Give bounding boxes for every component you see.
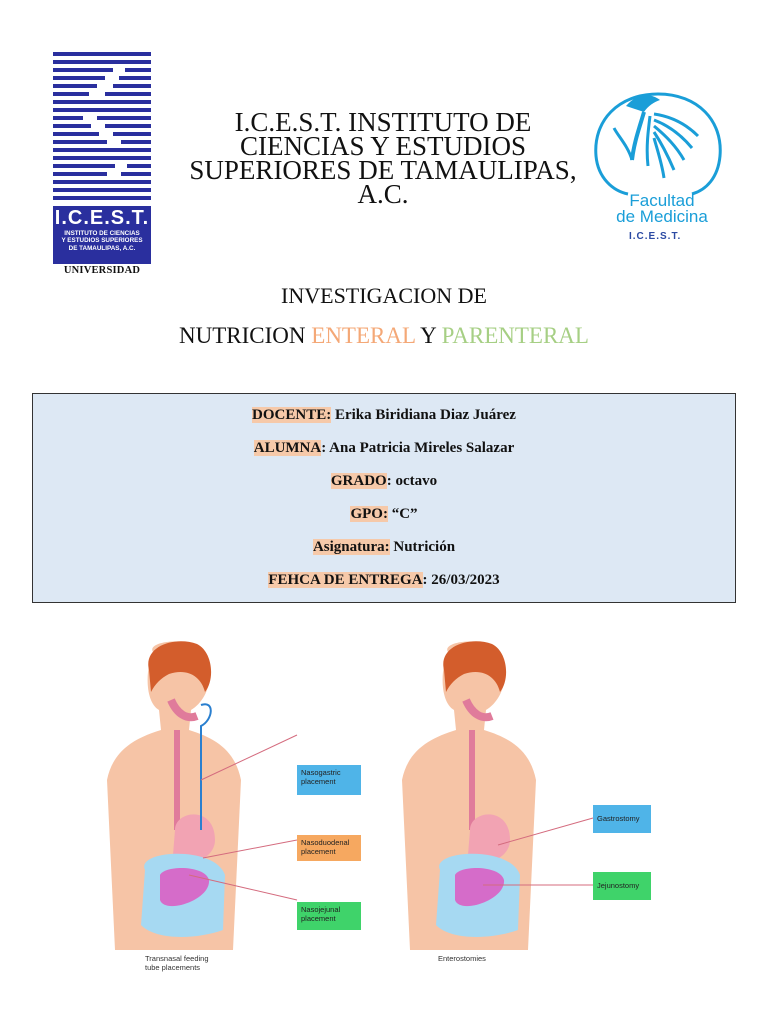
info-label: DOCENTE: — [252, 407, 332, 423]
logo-acronym: I.C.E.S.T. — [54, 207, 150, 229]
title-line-3: SUPERIORES DE TAMAULIPAS, — [189, 155, 577, 185]
faculty-line-2: de Medicina — [616, 207, 708, 226]
faculty-name — [602, 193, 722, 225]
info-label: Asignatura: — [312, 539, 390, 555]
info-label: FEHCA DE ENTREGA — [268, 572, 423, 588]
info-value: Erika Biridiana Diaz Juárez — [331, 407, 516, 423]
info-label: ALUMNA — [253, 440, 322, 456]
word-parenteral: PARENTERAL — [441, 323, 589, 348]
faculty-line-1: Facultad — [629, 191, 695, 210]
info-label: GRADO — [330, 473, 387, 489]
info-gpo — [33, 506, 735, 523]
callout-gastrostomy — [593, 805, 651, 833]
title-line-1: I.C.E.S.T. INSTITUTO DE — [234, 107, 532, 137]
info-fecha — [33, 572, 735, 589]
logo-line-3: DE TAMAULIPAS, A.C. — [68, 244, 136, 252]
info-value: : 26/03/2023 — [422, 572, 500, 588]
logo-stripes-icon — [53, 50, 151, 204]
info-asignatura — [33, 539, 735, 556]
callout-text: placement — [301, 847, 336, 856]
caption-enterostomies: Enterostomies — [438, 954, 486, 963]
info-alumna — [33, 440, 735, 457]
logo-line-2: Y ESTUDIOS SUPERIORES — [61, 237, 143, 245]
subtitle-line-2 — [0, 323, 768, 349]
callout-text: placement — [301, 777, 336, 786]
info-value: : Ana Patricia Mireles Salazar — [321, 440, 515, 456]
callout-text: Nasogastric — [301, 768, 341, 777]
info-value: : octavo — [386, 473, 438, 489]
torso-right-icon — [402, 641, 536, 950]
subtitle-line-1: INVESTIGACION DE — [281, 283, 487, 308]
student-info-box — [32, 393, 736, 603]
callout-jejunostomy — [593, 872, 651, 900]
feeding-tube-illustration — [105, 640, 665, 980]
callout-nasojejunal — [297, 902, 361, 930]
callout-text: Jejunostomy — [597, 881, 640, 890]
callout-text: Nasoduodenal — [301, 838, 350, 847]
title-line-4: A.C. — [357, 179, 409, 209]
info-label: GPO: — [350, 506, 388, 522]
faculty-logo — [588, 86, 728, 246]
faculty-emblem-icon — [588, 86, 728, 196]
anatomy-figure — [105, 640, 665, 950]
info-value: “C” — [387, 506, 418, 522]
word-enteral: ENTERAL — [311, 323, 416, 348]
torso-left-icon — [107, 641, 241, 950]
callout-text: Nasojejunal — [301, 905, 341, 914]
logo-line-1: INSTITUTO DE CIENCIAS — [64, 230, 140, 237]
caption-line: Transnasal feeding — [145, 954, 209, 963]
faculty-icest: I.C.E.S.T. — [629, 231, 682, 242]
callout-text: Gastrostomy — [597, 814, 640, 823]
callout-nasogastric — [297, 765, 361, 795]
logo-universidad: UNIVERSIDAD — [63, 265, 141, 276]
caption-line: tube placements — [145, 963, 201, 972]
word-y: Y — [415, 323, 442, 348]
title-line-2: CIENCIAS Y ESTUDIOS — [239, 131, 526, 161]
institution-title — [168, 107, 598, 209]
caption-transnasal — [145, 954, 209, 972]
callout-text: placement — [301, 914, 336, 923]
info-docente — [33, 407, 735, 424]
info-grado — [33, 473, 735, 490]
callout-nasoduodenal — [297, 835, 361, 861]
info-value: Nutrición — [389, 539, 456, 555]
subtitle-prefix: NUTRICION — [179, 323, 312, 348]
logo-name-box — [53, 206, 151, 264]
icest-logo — [53, 50, 151, 280]
